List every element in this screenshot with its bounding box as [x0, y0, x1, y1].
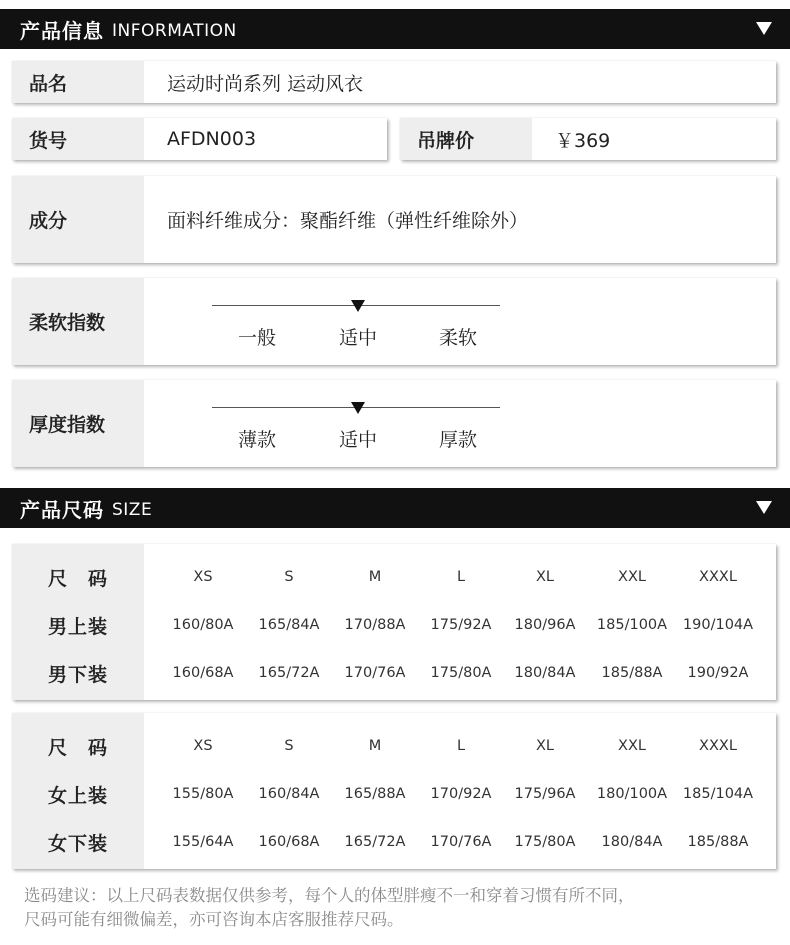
women-size-cell: 155/64A	[172, 834, 234, 850]
men-size-cell: 160/80A	[172, 617, 234, 633]
item-number-row	[12, 118, 387, 160]
item-number-label: 货号	[12, 118, 144, 160]
women-size-cell: 180/84A	[601, 834, 663, 850]
thickness-option-2: 适中	[338, 429, 377, 451]
women-size-cell: 185/88A	[687, 834, 749, 850]
women-size-cell: 160/84A	[258, 786, 320, 802]
size-advice-note	[24, 884, 774, 932]
thickness-option-1: 薄款	[237, 429, 276, 451]
women-size-cell: 180/100A	[596, 786, 668, 802]
price-label: 吊牌价	[400, 118, 532, 160]
men-size-cell: 165/72A	[258, 665, 320, 681]
men-row-label: 男上装	[47, 615, 108, 638]
men-size-cell: 170/76A	[344, 665, 406, 681]
women-size-cell: 160/68A	[258, 834, 320, 850]
softness-index-row	[12, 278, 776, 365]
women-size-cell: 170/92A	[430, 786, 492, 802]
women-size-cell: 170/76A	[430, 834, 492, 850]
women-size-cell: XL	[535, 738, 554, 754]
price-row	[400, 118, 776, 160]
women-size-cell: S	[284, 738, 294, 754]
men-size-cell: XS	[193, 569, 213, 585]
thickness-label: 厚度指数	[12, 380, 144, 467]
women-size-cell: 155/80A	[172, 786, 234, 802]
women-size-table	[12, 713, 776, 869]
men-size-cell: XXL	[618, 569, 646, 585]
size-advice-line-1: 选码建议：以上尺码表数据仅供参考，每个人的体型胖瘦不一和穿着习惯有所不同，	[24, 886, 635, 905]
women-size-cell: L	[456, 738, 466, 754]
men-size-cell: M	[368, 569, 382, 585]
women-size-cell: 185/104A	[682, 786, 754, 802]
composition-row	[12, 176, 776, 263]
men-size-cell: L	[456, 569, 466, 585]
women-size-cell: XXL	[618, 738, 646, 754]
size-advice-line-2: 尺码可能有细微偏差，亦可咨询本店客服推荐尺码。	[24, 910, 404, 929]
thickness-index-row	[12, 380, 776, 467]
women-size-cell: 165/88A	[344, 786, 406, 802]
men-size-cell: 185/88A	[601, 665, 663, 681]
men-size-cell: 180/84A	[514, 665, 576, 681]
men-size-cell: XL	[535, 569, 554, 585]
men-size-cell: 180/96A	[514, 617, 576, 633]
softness-option-2: 适中	[338, 327, 377, 349]
price-value: ￥369	[555, 129, 611, 152]
collapse-arrow-icon[interactable]	[756, 501, 772, 514]
men-size-cell: 175/80A	[430, 665, 492, 681]
women-size-cell: 175/96A	[514, 786, 576, 802]
women-row-label: 女上装	[47, 784, 108, 807]
item-number-value: AFDN003	[167, 128, 257, 150]
info-title-zh: 产品信息	[20, 18, 104, 43]
women-size-cell: 175/80A	[514, 834, 576, 850]
softness-marker-icon	[351, 300, 365, 312]
men-size-cell: XXXL	[699, 569, 737, 585]
men-size-cell: 170/88A	[344, 617, 406, 633]
men-size-cell: S	[284, 569, 294, 585]
product-name-value: 运动时尚系列 运动风衣	[167, 72, 364, 95]
info-section-header[interactable]	[0, 9, 790, 49]
men-row-label: 男下装	[47, 663, 108, 686]
women-size-cell: XXXL	[699, 738, 737, 754]
softness-option-3: 柔软	[438, 327, 477, 349]
collapse-arrow-icon[interactable]	[756, 22, 772, 35]
softness-option-1: 一般	[237, 327, 276, 349]
women-size-cell: M	[368, 738, 382, 754]
men-size-cell: 190/92A	[687, 665, 749, 681]
men-size-cell: 190/104A	[682, 617, 754, 633]
size-section-header[interactable]	[0, 488, 790, 528]
women-row-label: 女下装	[47, 832, 108, 855]
men-row-label: 尺 码	[47, 567, 108, 590]
women-size-cell: 165/72A	[344, 834, 406, 850]
women-row-label: 尺 码	[47, 736, 108, 759]
thickness-option-3: 厚款	[438, 429, 477, 451]
composition-value: 面料纤维成分：聚酯纤维（弹性纤维除外）	[167, 210, 529, 232]
info-title-en: INFORMATION	[112, 21, 237, 41]
men-size-table	[12, 544, 776, 700]
men-size-cell: 160/68A	[172, 665, 234, 681]
thickness-marker-icon	[351, 402, 365, 414]
composition-label: 成分	[12, 176, 144, 263]
size-title-zh: 产品尺码	[20, 497, 104, 522]
size-title-en: SIZE	[112, 500, 153, 520]
product-name-row	[12, 61, 776, 103]
men-size-cell: 165/84A	[258, 617, 320, 633]
men-size-cell: 185/100A	[596, 617, 668, 633]
softness-label: 柔软指数	[12, 278, 144, 365]
women-size-cell: XS	[193, 738, 213, 754]
men-size-cell: 175/92A	[430, 617, 492, 633]
product-name-label: 品名	[12, 61, 144, 103]
